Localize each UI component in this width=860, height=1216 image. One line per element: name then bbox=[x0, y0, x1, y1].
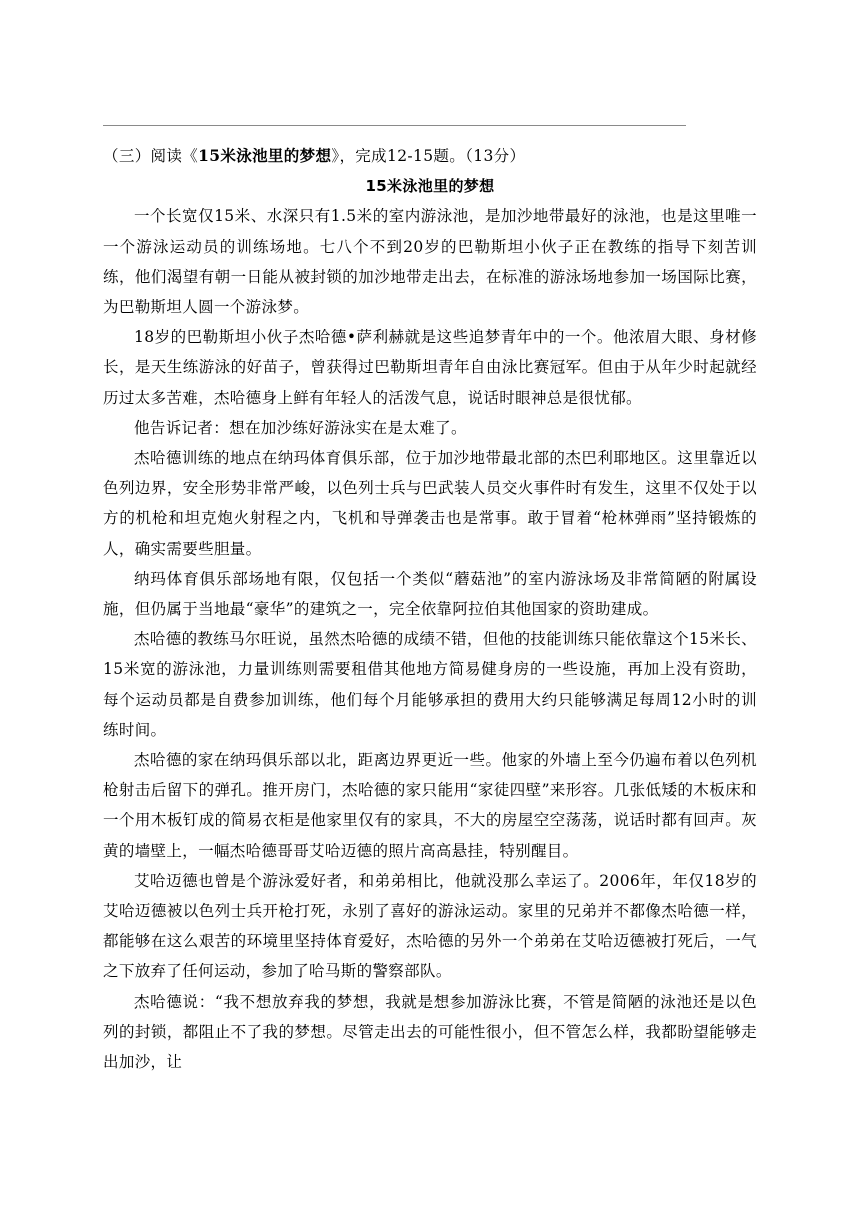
paragraph: 纳玛体育俱乐部场地有限，仅包括一个类似“蘑菇池”的室内游泳场及非常简陋的附属设施，但仍属于当地最“豪华”的建筑之一，完全依靠阿拉伯其他国家的资助建成。 bbox=[103, 569, 757, 619]
section-heading-suffix: 》，完成12-15题。（13分） bbox=[331, 147, 526, 165]
section-heading-title: 15米泳池里的梦想 bbox=[198, 146, 332, 165]
header-divider bbox=[103, 125, 686, 126]
paragraph: 杰哈德说：“我不想放弃我的梦想，我就是想参加游泳比赛，不管是简陋的泳池还是以色列的封锁，都阻止不了我的梦想。尽管走出去的可能性很小，但不管怎么样，我都盼望能够走出加沙，让 bbox=[103, 992, 757, 1072]
paragraph: 他告诉记者：想在加沙练好游泳实在是太难了。 bbox=[134, 418, 467, 437]
paragraph: 18岁的巴勒斯坦小伙子杰哈德•萨利赫就是这些追梦青年中的一个。他浓眉大眼、身材修长，是天生练游泳的好苗子，曾获得过巴勒斯坦青年自由泳比赛冠军。但由于从年少时起就经历过太多苦难，杰哈德身上鲜有年轻人的活泼气息，说话时眼神总是很忧郁。 bbox=[103, 328, 757, 407]
document-body bbox=[103, 141, 757, 1077]
paragraph: 杰哈德的家在纳玛俱乐部以北，距离边界更近一些。他家的外墙上至今仍遍布着以色列机枪射击后留下的弹孔。推开房门，杰哈德的家只能用“家徒四壁”来形容。几张低矮的木板床和一个用木板钉成的简易衣柜是他家里仅有的家具，不大的房屋空空荡荡，说话时都有回声。灰黄的墙壁上，一幅杰哈德哥哥艾哈迈德的照片高高悬挂，特别醒目。 bbox=[103, 751, 757, 860]
section-heading-prefix: （三）阅读《 bbox=[103, 147, 199, 165]
section-heading bbox=[103, 141, 757, 171]
paragraph: 一个长宽仅15米、水深只有1.5米的室内游泳池，是加沙地带最好的泳池，也是这里唯一一个游泳运动员的训练场地。七八个不到20岁的巴勒斯坦小伙子正在教练的指导下刻苦训练，他们渴望有朝一日能从被封锁的加沙地带走出去，在标准的游泳场地参加一场国际比赛，为巴勒斯坦人圆一个游泳梦。 bbox=[103, 207, 757, 317]
article-title: 15米泳池里的梦想 bbox=[365, 177, 495, 196]
paragraph: 杰哈德的教练马尔旺说，虽然杰哈德的成绩不错，但他的技能训练只能依靠这个15米长、15米宽的游泳池，力量训练则需要租借其他地方简易健身房的一些设施，再加上没有资助，每个运动员都是自费参加训练，他们每个月能够承担的费用大约只能够满足每周12小时的训练时间。 bbox=[103, 630, 757, 739]
paragraph: 杰哈德训练的地点在纳玛体育俱乐部，位于加沙地带最北部的杰巴利耶地区。这里靠近以色列边界，安全形势非常严峻，以色列士兵与巴武装人员交火事件时有发生，这里不仅处于以方的机枪和坦克炮火射程之内，飞机和导弹袭击也是常事。敢于冒着“枪林弹雨”坚持锻炼的人，确实需要些胆量。 bbox=[103, 449, 757, 558]
paragraph: 艾哈迈德也曾是个游泳爱好者，和弟弟相比，他就没那么幸运了。2006年，年仅18岁的艾哈迈德被以色列士兵开枪打死，永别了喜好的游泳运动。家里的兄弟并不都像杰哈德一样，都能够在这么艰苦的环境里坚持体育爱好，杰哈德的另外一个弟弟在艾哈迈德被打死后，一气之下放弃了任何运动，参加了哈马斯的警察部队。 bbox=[103, 871, 757, 981]
